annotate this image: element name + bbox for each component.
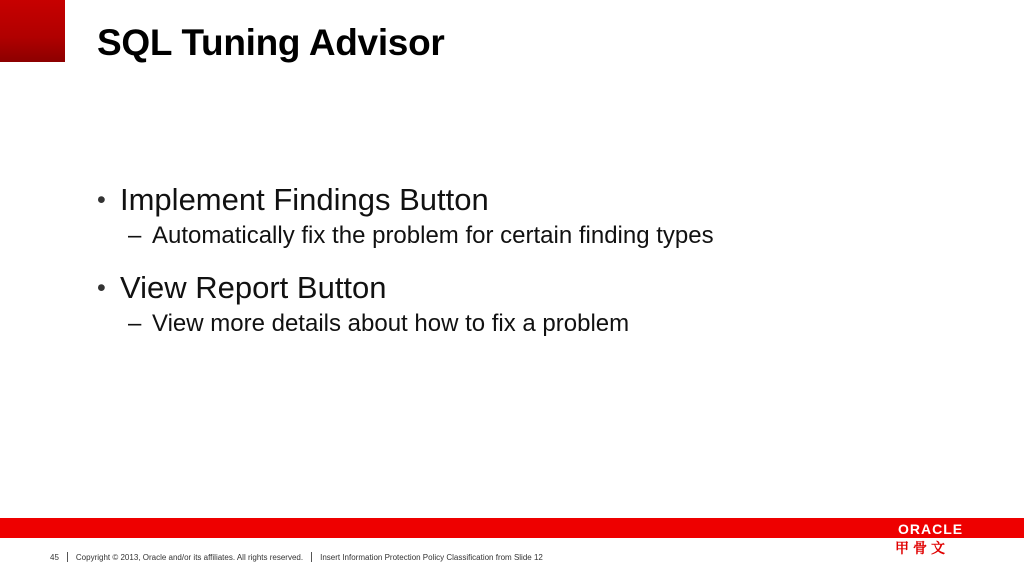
dash-marker: – <box>128 222 142 249</box>
footer-red-bar <box>0 518 1024 538</box>
sub-bullet-text: View more details about how to fix a problem <box>152 310 630 337</box>
sub-bullet-item <box>97 220 977 252</box>
bullet-text: View Report Button <box>120 270 387 305</box>
sub-bullet-item <box>97 308 977 340</box>
bullet-item <box>97 268 977 308</box>
footer <box>50 552 543 562</box>
oracle-logo-wordmark: ORACLE <box>898 521 964 537</box>
corner-accent-block <box>0 0 65 62</box>
page-number: 45 <box>50 552 59 562</box>
footer-divider <box>311 552 312 562</box>
classification-text: Insert Information Protection Policy Classification from Slide 12 <box>320 552 543 562</box>
bullet-item <box>97 180 977 220</box>
bullet-text: Implement Findings Button <box>120 182 489 217</box>
sub-bullet-text: Automatically fix the problem for certain finding types <box>152 222 714 249</box>
copyright-text: Copyright © 2013, Oracle and/or its affiliates. All rights reserved. <box>75 552 304 562</box>
dash-marker: – <box>128 310 142 337</box>
footer-divider <box>67 552 68 562</box>
bullet-list <box>97 180 977 356</box>
bullet-marker: • <box>97 186 106 214</box>
bullet-marker: • <box>97 274 106 302</box>
slide-title: SQL Tuning Advisor <box>97 22 445 63</box>
oracle-logo-chinese: 甲骨文 <box>895 540 949 556</box>
